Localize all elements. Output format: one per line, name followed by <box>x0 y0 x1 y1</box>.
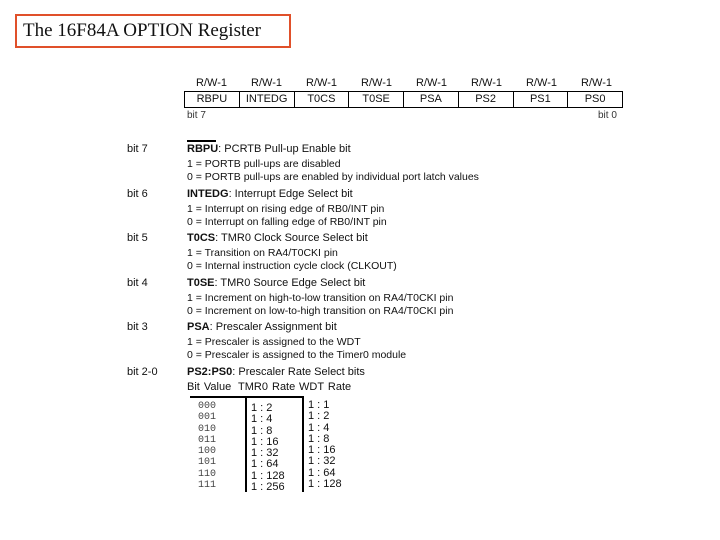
table-divider <box>302 396 304 492</box>
rate-table-header <box>187 381 352 393</box>
register-bit-intedg: INTEDG <box>240 92 295 107</box>
table-cell: 001 <box>198 412 217 424</box>
bit-heading <box>187 143 351 155</box>
register-bit-rbpu: RBPU <box>185 92 240 107</box>
option-1: 1 = Interrupt on rising edge of RB0/INT pin <box>187 202 385 215</box>
option-0: 0 = PORTB pull-ups are enabled by individual port latch values <box>187 171 479 183</box>
table-cell: 1 : 64 <box>308 466 336 479</box>
bit-summary: : TMR0 Clock Source Select bit <box>215 232 368 244</box>
bit-number: bit 5 <box>127 232 148 244</box>
table-cell: 011 <box>198 434 217 446</box>
bit-number: bit 2-0 <box>127 365 158 378</box>
access-label: R/W-1 <box>251 77 282 89</box>
table-cell: 1 : 64 <box>251 458 279 471</box>
table-cell: 1 : 2 <box>308 410 330 423</box>
option-0: 0 = Increment on low-to-high transition on RA4/T0CKI pin <box>187 304 454 317</box>
header-tmr0-rate: TMR0 Rate <box>238 381 296 393</box>
table-cell: 1 : 256 <box>251 481 285 494</box>
msb-label: bit 7 <box>187 110 206 121</box>
bit-name: INTEDG <box>187 187 229 200</box>
table-cell: 1 : 16 <box>251 435 279 448</box>
bit-number: bit 6 <box>127 187 148 200</box>
access-label: R/W-1 <box>471 77 502 89</box>
register-bit-ps2: PS2 <box>459 92 514 107</box>
bit-name: T0SE <box>187 276 215 289</box>
table-cell: 111 <box>198 480 217 492</box>
slide-title: The 16F84A OPTION Register <box>15 14 291 48</box>
table-cell: 1 : 4 <box>251 413 273 426</box>
table-cell: 100 <box>198 446 217 458</box>
table-cell: 000 <box>198 401 217 412</box>
bit-number: bit 7 <box>127 143 148 155</box>
lsb-label: bit 0 <box>598 110 617 121</box>
access-label: R/W-1 <box>581 77 612 89</box>
access-label: R/W-1 <box>361 77 392 89</box>
table-cell: 1 : 4 <box>308 421 330 434</box>
option-1: 1 = Prescaler is assigned to the WDT <box>187 336 361 348</box>
rbpu-overbar <box>187 140 216 142</box>
option-1: 1 = Increment on high-to-low transition on RA4/T0CKI pin <box>187 291 454 304</box>
access-label: R/W-1 <box>526 77 557 89</box>
register-bit-ps0: PS0 <box>584 93 606 105</box>
table-cell: 1 : 32 <box>308 455 336 468</box>
bit-value-column <box>198 401 216 491</box>
bit-summary: : Prescaler Assignment bit <box>209 321 337 333</box>
table-cell: 1 : 1 <box>308 399 330 411</box>
bit-summary: : Interrupt Edge Select bit <box>228 187 353 200</box>
bit-heading <box>187 277 365 289</box>
table-cell: 1 : 8 <box>251 424 273 437</box>
header-wdt-rate: WDT Rate <box>299 381 352 393</box>
option-0: 0 = Internal instruction cycle clock (CLKOUT) <box>187 260 397 272</box>
bit-summary: : TMR0 Source Edge Select bit <box>214 276 366 289</box>
bit-heading <box>187 232 368 244</box>
tmr0-rate-column <box>251 403 285 493</box>
bit-summary: : PCRTB Pull-up Enable bit <box>218 143 351 155</box>
table-divider <box>245 396 247 492</box>
option-0: 0 = Prescaler is assigned to the Timer0 module <box>187 349 407 361</box>
bit-name: PS2:PS0 <box>187 365 233 378</box>
table-cell: 1 : 2 <box>251 402 273 414</box>
table-cell: 110 <box>198 468 217 480</box>
table-cell: 1 : 32 <box>251 447 279 460</box>
bit-heading <box>187 321 337 333</box>
bit-name: T0CS <box>187 232 216 244</box>
option-1: 1 = PORTB pull-ups are disabled <box>187 158 341 170</box>
access-label: R/W-1 <box>306 77 337 89</box>
option-1: 1 = Transition on RA4/T0CKI pin <box>187 247 338 259</box>
register-bit-psa: PSA <box>404 92 459 107</box>
register-bit-t0se: T0SE <box>349 92 404 107</box>
table-cell: 010 <box>198 423 217 435</box>
bit-number: bit 4 <box>127 276 148 289</box>
table-cell: 1 : 8 <box>308 432 330 445</box>
access-label: R/W-1 <box>416 77 447 89</box>
bit-heading <box>187 188 353 200</box>
table-cell: 1 : 128 <box>251 469 285 482</box>
option-0: 0 = Interrupt on falling edge of RB0/INT pin <box>187 215 387 228</box>
table-cell: 1 : 128 <box>308 478 342 491</box>
bit-name: RBPU <box>187 143 219 155</box>
bit-name: PSA <box>187 321 210 333</box>
register-bit-ps1: PS1 <box>514 92 569 107</box>
bit-summary: : Prescaler Rate Select bits <box>232 365 365 378</box>
bit-number: bit 3 <box>127 321 148 333</box>
header-bit-value: Bit Value <box>187 381 232 393</box>
table-cell: 101 <box>198 457 217 469</box>
table-cell: 1 : 16 <box>308 444 336 457</box>
register-bit-t0cs: T0CS <box>295 92 350 107</box>
wdt-rate-column <box>308 400 342 490</box>
access-label: R/W-1 <box>196 77 227 89</box>
register-diagram <box>184 91 623 108</box>
bit-heading <box>187 366 365 378</box>
